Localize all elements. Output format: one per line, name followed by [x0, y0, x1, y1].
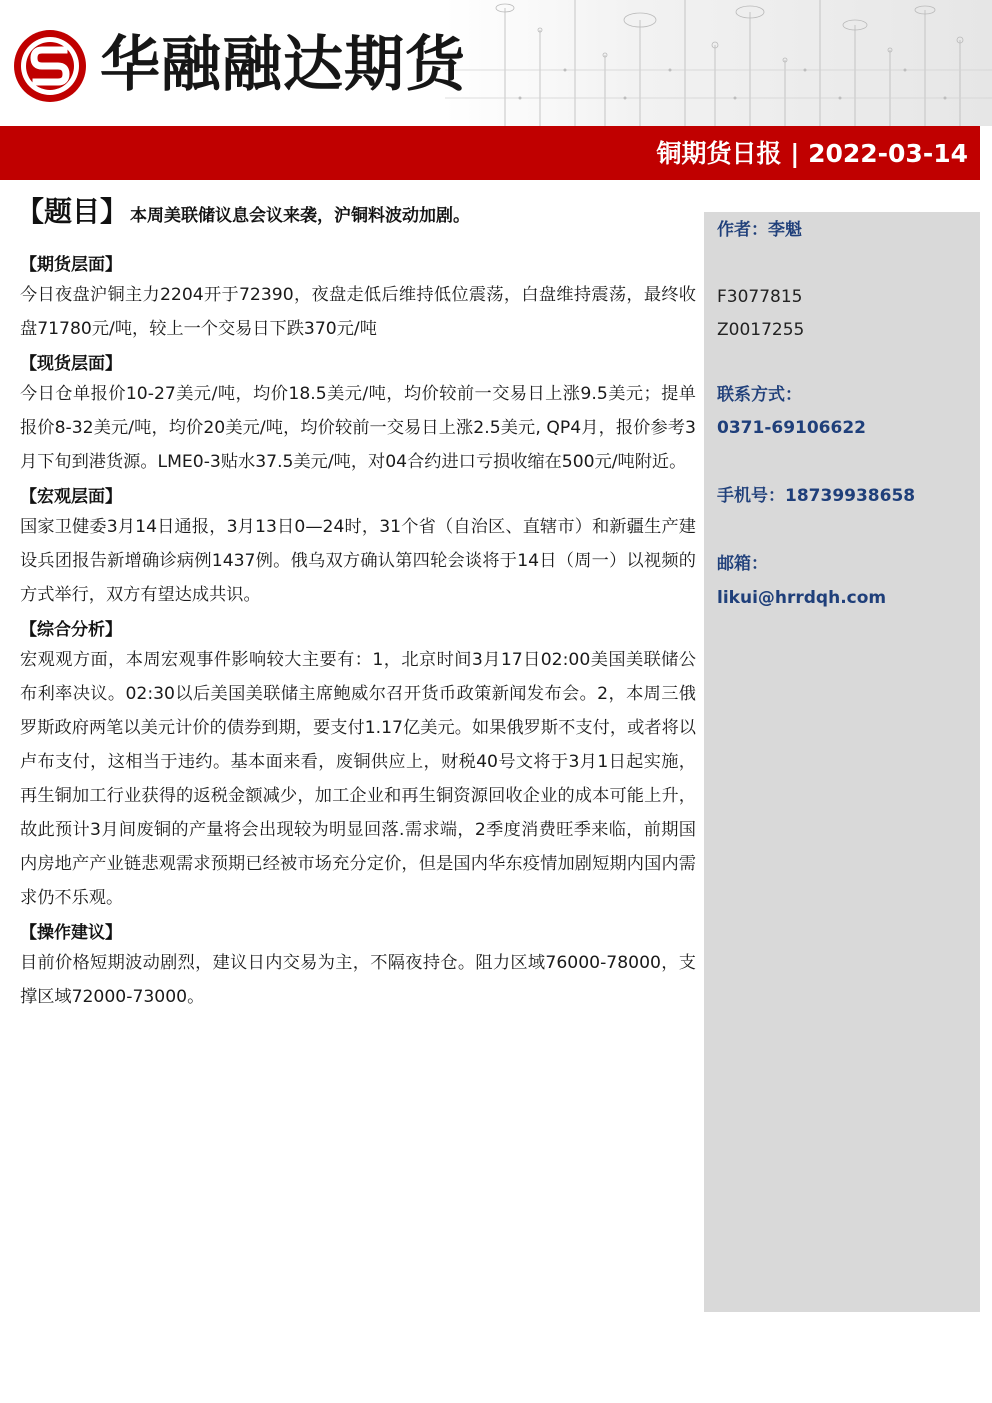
section-paragraph: 今日仓单报价10-27美元/吨，均价18.5美元/吨，均价较前一交易日上涨9.5美元；提单报价8-32美元/吨，均价20美元/吨，均价较前一交易日上涨2.5美元, QP4月，报价参考3月下旬到港货源。LME0-3贴水37.5美元/吨，对04合约进口亏损收缩在500元/吨附近。 — [20, 384, 696, 472]
section-advice — [20, 920, 696, 1014]
company-logo-icon — [12, 28, 88, 104]
contact-phone: 0371-69106622 — [717, 418, 866, 438]
report-title: 铜期货日报 | 2022-03-14 — [656, 139, 968, 168]
license-number-2: Z0017255 — [717, 320, 805, 340]
mobile-number: 手机号：18739938658 — [717, 486, 916, 506]
section-paragraph: 目前价格短期波动剧烈，建议日内交易为主，不隔夜持仓。阻力区域76000-78000，支撑区域72000-73000。 — [20, 953, 696, 1007]
section-heading: 【宏观层面】 — [20, 487, 122, 507]
page-header — [0, 0, 992, 126]
section-heading: 【综合分析】 — [20, 620, 122, 640]
author-name: 作者：李魁 — [717, 220, 802, 240]
topic-text: 本周美联储议息会议来袭，沪铜料波动加剧。 — [130, 206, 471, 226]
section-futures — [20, 252, 696, 346]
contact-label: 联系方式： — [717, 385, 802, 405]
section-heading: 【期货层面】 — [20, 255, 122, 275]
license-number-1: F3077815 — [717, 287, 803, 307]
company-name: 华融融达期货 — [100, 30, 466, 100]
section-macro — [20, 484, 696, 612]
report-body — [20, 252, 696, 1019]
section-heading: 【现货层面】 — [20, 354, 122, 374]
section-paragraph: 今日夜盘沪铜主力2204开于72390，夜盘走低后维持低位震荡，白盘维持震荡，最终收盘71780元/吨，较上一个交易日下跌370元/吨 — [20, 285, 696, 339]
section-spot — [20, 351, 696, 479]
author-sidebar — [704, 212, 980, 1312]
topic-line — [16, 190, 470, 230]
topic-tag: 【题目】 — [16, 195, 129, 228]
email-label: 邮箱： — [717, 554, 768, 574]
decorative-pattern — [445, 0, 992, 126]
section-heading: 【操作建议】 — [20, 923, 122, 943]
section-paragraph: 国家卫健委3月14日通报，3月13日0—24时，31个省（自治区、直辖市）和新疆生产建设兵团报告新增确诊病例1437例。俄乌双方确认第四轮会谈将于14日（周一）以视频的方式举行，双方有望达成共识。 — [20, 517, 696, 605]
section-paragraph: 宏观观方面，本周宏观事件影响较大主要有：1，北京时间3月17日02:00美国美联储公布利率决议。02:30以后美国美联储主席鲍威尔召开货币政策新闻发布会。2，本周三俄罗斯政府两笔以美元计价的债券到期，要支付1.17亿美元。如果俄罗斯不支付，或者将以卢布支付，这相当于违约。基本面来看，废铜供应上，财税40号文将于3月1日起实施，再生铜加工行业获得的返税金额减少，加工企业和再生铜资源回收企业的成本可能上升，故此预计3月间废铜的产量将会出现较为明显回落.需求端，2季度消费旺季来临，前期国内房地产产业链悲观需求预期已经被市场充分定价，但是国内华东疫情加剧短期内国内需求仍不乐观。 — [20, 650, 696, 908]
section-analysis — [20, 617, 696, 915]
email-address[interactable]: likui@hrrdqh.com — [717, 588, 887, 608]
